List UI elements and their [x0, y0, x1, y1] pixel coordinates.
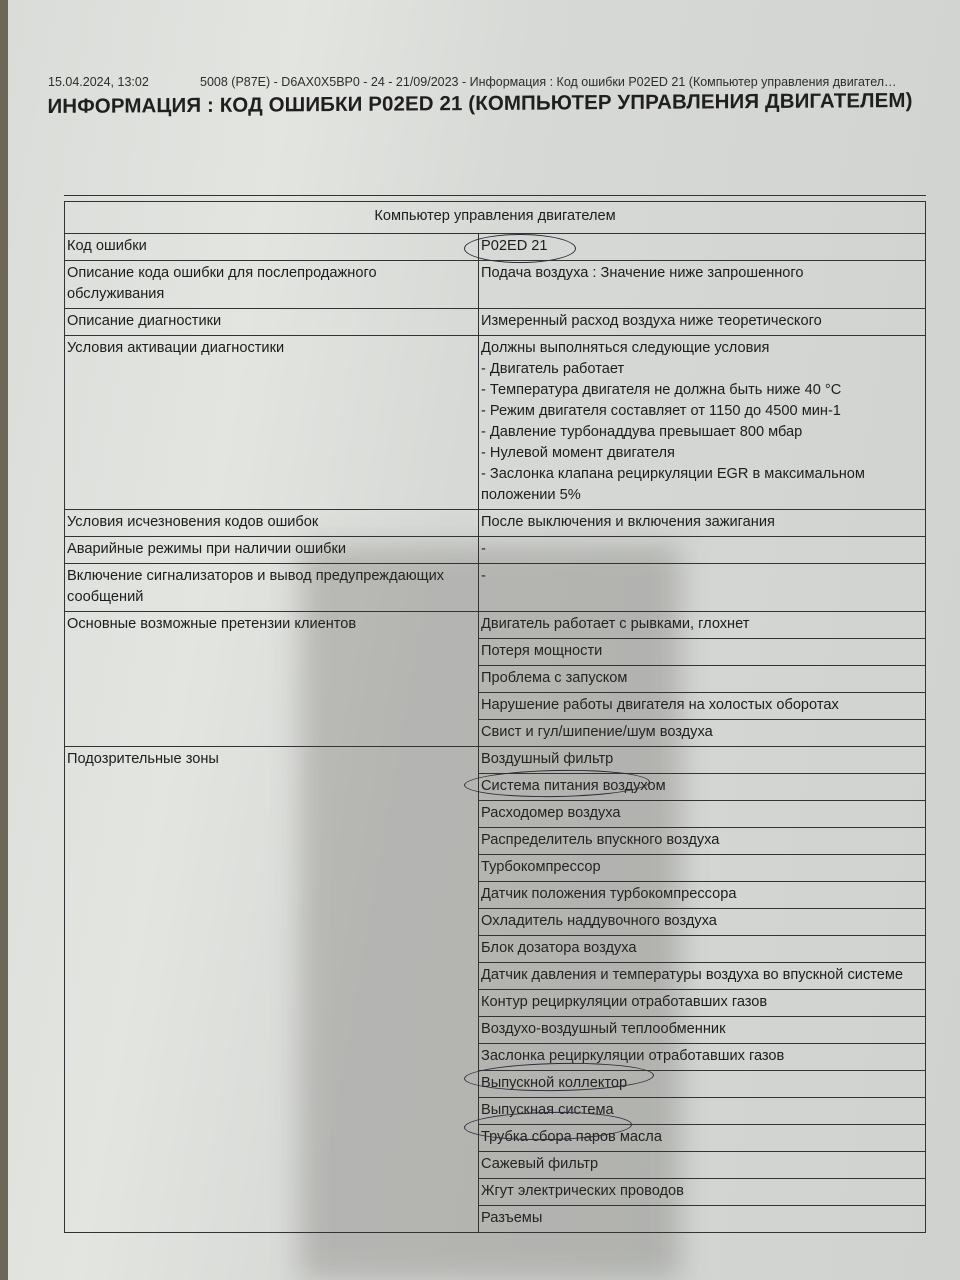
- disappear-label: Условия исчезновения кодов ошибок: [65, 510, 479, 537]
- table-row: [65, 564, 926, 612]
- table-row: [65, 309, 926, 336]
- complaint-item: Нарушение работы двигателя на холостых оборотах: [479, 693, 926, 720]
- zone-item: Выпускной коллектор: [479, 1071, 926, 1098]
- list-item: - Давление турбонаддува превышает 800 мбар: [481, 424, 803, 440]
- zone-item: Система питания воздухом: [479, 774, 926, 801]
- zone-item: Выпускная система: [479, 1098, 926, 1125]
- zone-item: Охладитель наддувочного воздуха: [479, 909, 926, 936]
- table-row: [65, 747, 926, 774]
- diag-label: Описание диагностики: [65, 309, 479, 336]
- complaint-item: Свист и гул/шипение/шум воздуха: [479, 720, 926, 747]
- zone-item: Контур рециркуляции отработавших газов: [479, 990, 926, 1017]
- zone-item: Распределитель впускного воздуха: [479, 828, 926, 855]
- complaint-item: Проблема с запуском: [479, 666, 926, 693]
- diag-value: Измеренный расход воздуха ниже теоретического: [479, 309, 926, 336]
- complaints-label: Основные возможные претензии клиентов: [65, 612, 479, 747]
- table-heading: Компьютер управления двигателем: [65, 202, 926, 234]
- list-item: - Температура двигателя не должна быть ниже 40 °C: [481, 382, 842, 398]
- list-item: - Заслонка клапана рециркуляции EGR в максимальном положении 5%: [481, 466, 865, 503]
- zone-item: Датчик давления и температуры воздуха во впускной системе: [479, 963, 926, 990]
- zone-item: Блок дозатора воздуха: [479, 936, 926, 963]
- code-label: Код ошибки: [65, 234, 479, 261]
- zone-item: Воздушный фильтр: [479, 747, 926, 774]
- complaint-item: Потеря мощности: [479, 639, 926, 666]
- code-value: P02ED 21: [479, 234, 926, 261]
- table-row: [65, 537, 926, 564]
- activation-label: Условия активации диагностики: [65, 336, 479, 510]
- emergency-value: -: [479, 537, 926, 564]
- table-row: [65, 336, 926, 510]
- zone-item: Воздухо-воздушный теплообменник: [479, 1017, 926, 1044]
- zone-item: Сажевый фильтр: [479, 1152, 926, 1179]
- complaint-item: Двигатель работает с рывками, глохнет: [479, 612, 926, 639]
- list-item: - Режим двигателя составляет от 1150 до 4500 мин-1: [481, 403, 841, 419]
- warnings-label: Включение сигнализаторов и вывод предупреждающих сообщений: [65, 564, 479, 612]
- zone-item: Датчик положения турбокомпрессора: [479, 882, 926, 909]
- list-item: - Нулевой момент двигателя: [481, 445, 675, 461]
- zone-item: Жгут электрических проводов: [479, 1179, 926, 1206]
- info-table: [64, 201, 926, 1233]
- warnings-value: -: [479, 564, 926, 612]
- zone-item: Трубка сбора паров масла: [479, 1125, 926, 1152]
- table-row: [65, 234, 926, 261]
- print-date: 15.04.2024, 13:02: [48, 75, 149, 89]
- top-divider: [64, 195, 926, 196]
- emergency-label: Аварийные режимы при наличии ошибки: [65, 537, 479, 564]
- zone-item: Разъемы: [479, 1206, 926, 1233]
- disappear-value: После выключения и включения зажигания: [479, 510, 926, 537]
- print-path: 5008 (P87E) - D6AX0X5BP0 - 24 - 21/09/2023 - Информация : Код ошибки P02ED 21 (Компьютер управления двигател…: [200, 75, 897, 89]
- page-title: ИНФОРМАЦИЯ : КОД ОШИБКИ P02ED 21 (КОМПЬЮТЕР УПРАВЛЕНИЯ ДВИГАТЕЛЕМ): [47, 88, 913, 119]
- activation-values: [479, 336, 926, 510]
- table-row: [65, 612, 926, 639]
- zone-item: Расходомер воздуха: [479, 801, 926, 828]
- list-item: Должны выполняться следующие условия: [481, 340, 770, 356]
- zone-item: Заслонка рециркуляции отработавших газов: [479, 1044, 926, 1071]
- aftersales-label: Описание кода ошибки для послепродажного обслуживания: [65, 261, 479, 309]
- zones-label: Подозрительные зоны: [65, 747, 479, 1233]
- list-item: - Двигатель работает: [481, 361, 625, 377]
- table-row: [65, 261, 926, 309]
- aftersales-value: Подача воздуха : Значение ниже запрошенного: [479, 261, 926, 309]
- zone-item: Турбокомпрессор: [479, 855, 926, 882]
- table-row: [65, 510, 926, 537]
- print-header: [48, 75, 950, 89]
